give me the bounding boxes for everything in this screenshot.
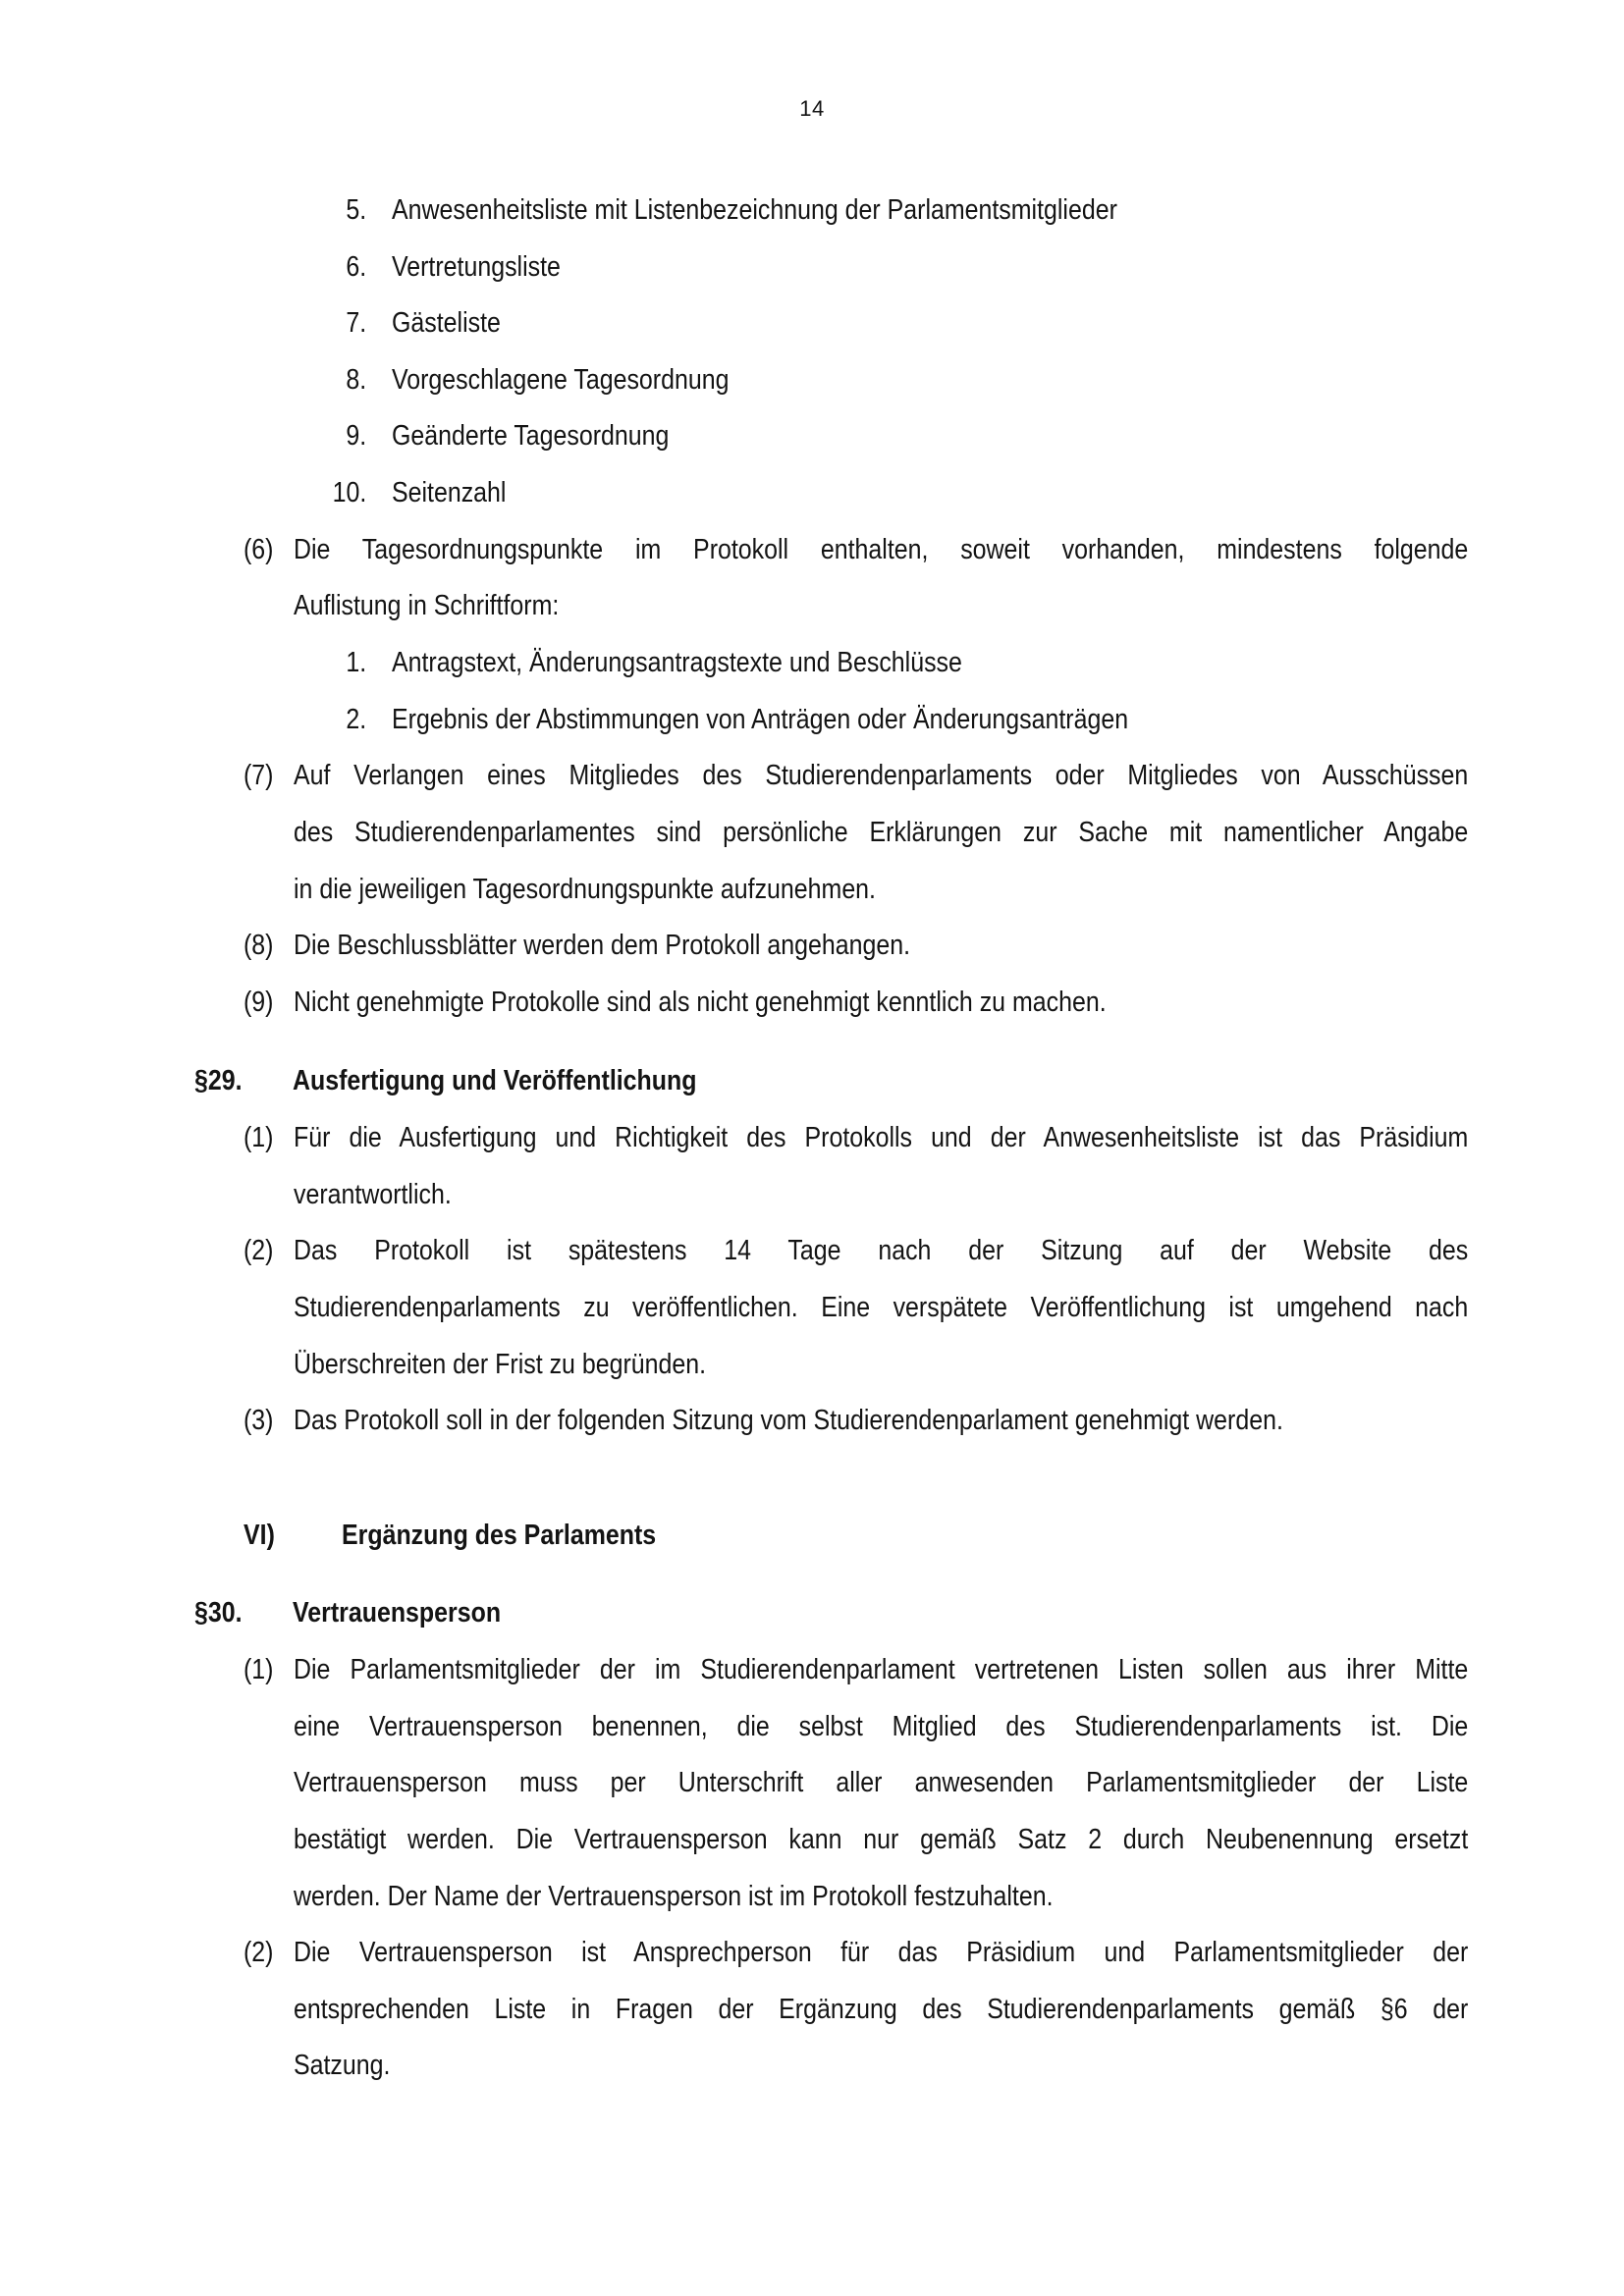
list-item: Seitenzahl (392, 477, 507, 508)
list-item: Gästeliste (392, 307, 501, 339)
section-number: §30. (194, 1597, 243, 1629)
paragraph-line: Das Protokoll ist spätestens 14 Tage nach der Sitzung auf der Website des (294, 1235, 1469, 1266)
section-title: Vertrauensperson (293, 1597, 502, 1629)
list-number: 9. (346, 420, 366, 452)
paragraph-line: Die Tagesordnungspunkte im Protokoll enthalten, soweit vorhanden, mindestens folgende (294, 534, 1469, 565)
paragraph-number: (3) (244, 1405, 274, 1436)
paragraph-number: (7) (244, 760, 274, 791)
list-item: Geänderte Tagesordnung (392, 420, 670, 452)
paragraph-line: Überschreiten der Frist zu begründen. (294, 1349, 707, 1380)
list-number: 1. (346, 647, 366, 678)
paragraph-line: Auflistung in Schriftform: (294, 590, 560, 621)
paragraph-line: Für die Ausfertigung und Richtigkeit des Protokolls und der Anwesenheitsliste ist das Präsidium (294, 1122, 1469, 1153)
paragraph-line: Die Vertrauensperson ist Ansprechperson für das Präsidium und Parlamentsmitglieder der (294, 1937, 1469, 1968)
paragraph-number: (2) (244, 1235, 274, 1266)
list-number: 6. (346, 251, 366, 283)
list-number: 7. (346, 307, 366, 339)
paragraph-line: des Studierendenparlamentes sind persönliche Erklärungen zur Sache mit namentlicher Angabe (294, 817, 1469, 848)
list-number: 10. (332, 477, 366, 508)
section-title: Ausfertigung und Veröffentlichung (293, 1065, 697, 1096)
list-item: Vertretungsliste (392, 251, 561, 283)
paragraph-line: Das Protokoll soll in der folgenden Sitzung vom Studierendenparlament genehmigt werden. (294, 1405, 1283, 1436)
chapter-number: VI) (244, 1520, 275, 1551)
list-number: 5. (346, 194, 366, 226)
list-item: Anwesenheitsliste mit Listenbezeichnung der Parlamentsmitglieder (392, 194, 1117, 226)
paragraph-line: Satzung. (294, 2050, 391, 2081)
paragraph-line: Studierendenparlaments zu veröffentlichen. Eine verspätete Veröffentlichung ist umgehend nach (294, 1292, 1469, 1323)
paragraph-number: (2) (244, 1937, 274, 1968)
paragraph-line: verantwortlich. (294, 1179, 452, 1210)
list-number: 2. (346, 704, 366, 735)
list-item: Vorgeschlagene Tagesordnung (392, 364, 730, 396)
section-number: §29. (194, 1065, 243, 1096)
paragraph-number: (9) (244, 987, 274, 1018)
paragraph-line: Nicht genehmigte Protokolle sind als nicht genehmigt kenntlich zu machen. (294, 987, 1107, 1018)
paragraph-line: Auf Verlangen eines Mitgliedes des Studierendenparlaments oder Mitgliedes von Ausschüssen (294, 760, 1469, 791)
paragraph-line: eine Vertrauensperson benennen, die selbst Mitglied des Studierendenparlaments ist. Die (294, 1711, 1469, 1742)
paragraph-line: in die jeweiligen Tagesordnungspunkte aufzunehmen. (294, 874, 876, 905)
page-number: 14 (799, 96, 825, 121)
paragraph-number: (8) (244, 930, 274, 961)
list-item: Ergebnis der Abstimmungen von Anträgen oder Änderungsanträgen (392, 704, 1129, 735)
paragraph-line: entsprechenden Liste in Fragen der Ergänzung des Studierendenparlaments gemäß §6 der (294, 1994, 1469, 2025)
paragraph-number: (6) (244, 534, 274, 565)
paragraph-line: Vertrauensperson muss per Unterschrift aller anwesenden Parlamentsmitglieder der Liste (294, 1767, 1469, 1798)
paragraph-number: (1) (244, 1654, 274, 1685)
paragraph-line: werden. Der Name der Vertrauensperson ist im Protokoll festzuhalten. (294, 1881, 1054, 1912)
chapter-title: Ergänzung des Parlaments (342, 1520, 657, 1551)
paragraph-line: bestätigt werden. Die Vertrauensperson kann nur gemäß Satz 2 durch Neubenennung ersetzt (294, 1824, 1469, 1855)
list-number: 8. (346, 364, 366, 396)
paragraph-number: (1) (244, 1122, 274, 1153)
paragraph-line: Die Beschlussblätter werden dem Protokoll angehangen. (294, 930, 911, 961)
paragraph-line: Die Parlamentsmitglieder der im Studierendenparlament vertretenen Listen sollen aus ihrer Mitte (294, 1654, 1469, 1685)
list-item: Antragstext, Änderungsantragstexte und Beschlüsse (392, 647, 962, 678)
